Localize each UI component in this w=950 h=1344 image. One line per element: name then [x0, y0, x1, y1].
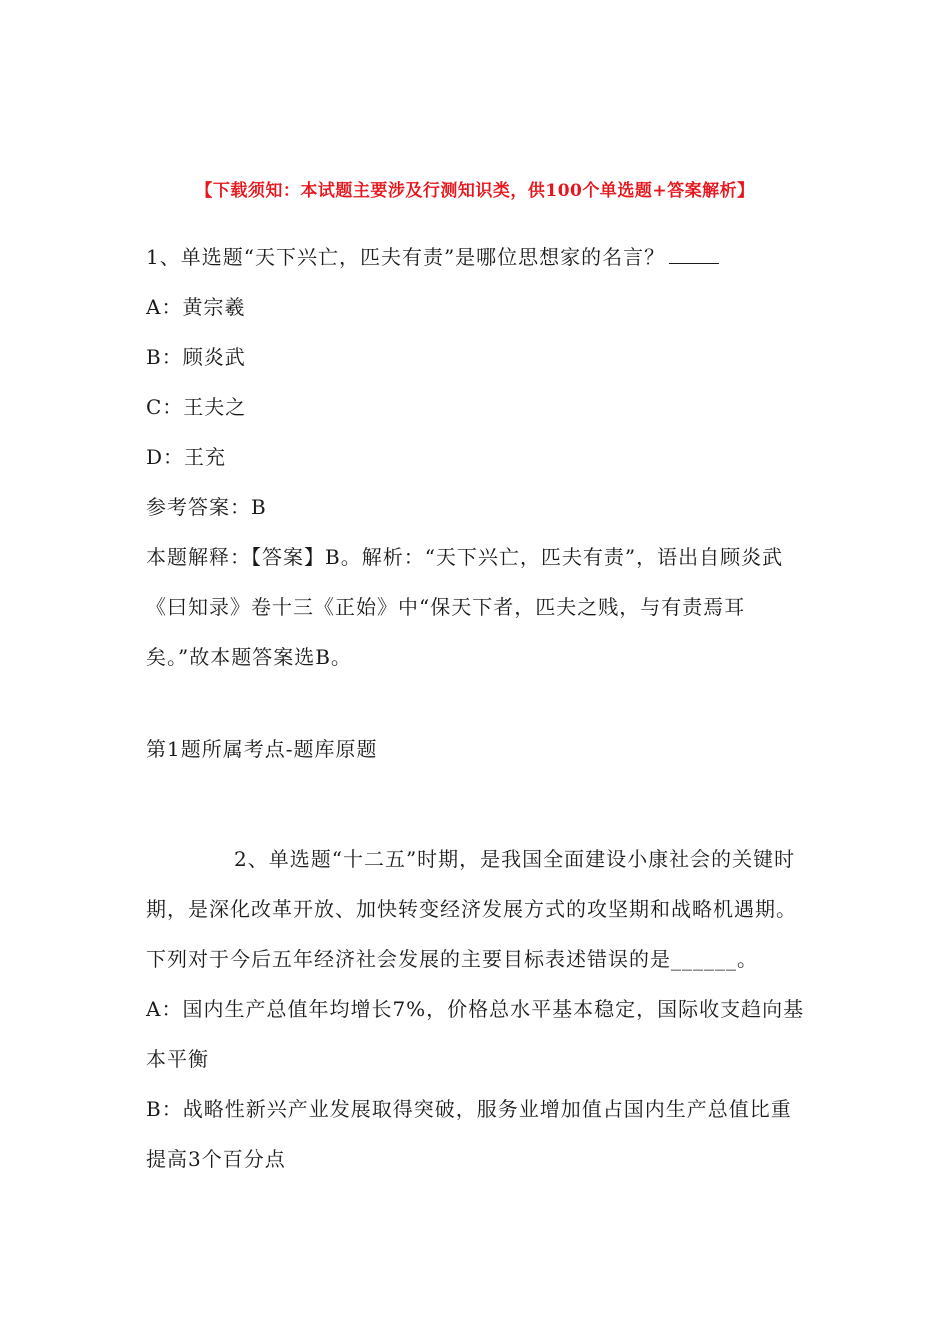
q1-option-b: B：顾炎武	[146, 345, 246, 369]
download-notice: 【下载须知：本试题主要涉及行测知识类，供100个单选题+答案解析】	[195, 181, 755, 201]
question-2: 2、单选题“十二五”时期，是我国全面建设小康社会的关键时期，是深化改革开放、加快转变经济发展方式的攻坚期和战略机遇期。下列对于今后五年经济社会发展的主要目标表述错误的是______。	[146, 847, 797, 971]
q1-answer: 参考答案：B	[146, 495, 267, 519]
spacer	[146, 682, 806, 724]
q1-option-d: D：王充	[146, 445, 227, 469]
q1-option-a: A：黄宗羲	[146, 295, 246, 319]
q2-option-b: B：战略性新兴产业发展取得突破，服务业增加值占国内生产总值比重提高3个百分点	[146, 1097, 792, 1171]
question-1	[146, 232, 806, 282]
question-content	[146, 232, 806, 1184]
q2-option-a: A：国内生产总值年均增长7%，价格总水平基本稳定，国际收支趋向基本平衡	[146, 997, 805, 1071]
q1-knowledge-point: 第1题所属考点-题库原题	[146, 737, 378, 761]
question-1-text: 1、单选题“天下兴亡，匹夫有责”是哪位思想家的名言？	[146, 245, 666, 269]
answer-blank	[669, 262, 719, 264]
q1-option-c: C：王夫之	[146, 395, 247, 419]
spacer	[146, 774, 806, 834]
q1-explanation: 本题解释：【答案】B。解析：“天下兴亡，匹夫有责”，语出自顾炎武《曰知录》卷十三《正始》中“保天下者，匹夫之贱，与有责焉耳矣。”故本题答案选B。	[146, 545, 784, 669]
